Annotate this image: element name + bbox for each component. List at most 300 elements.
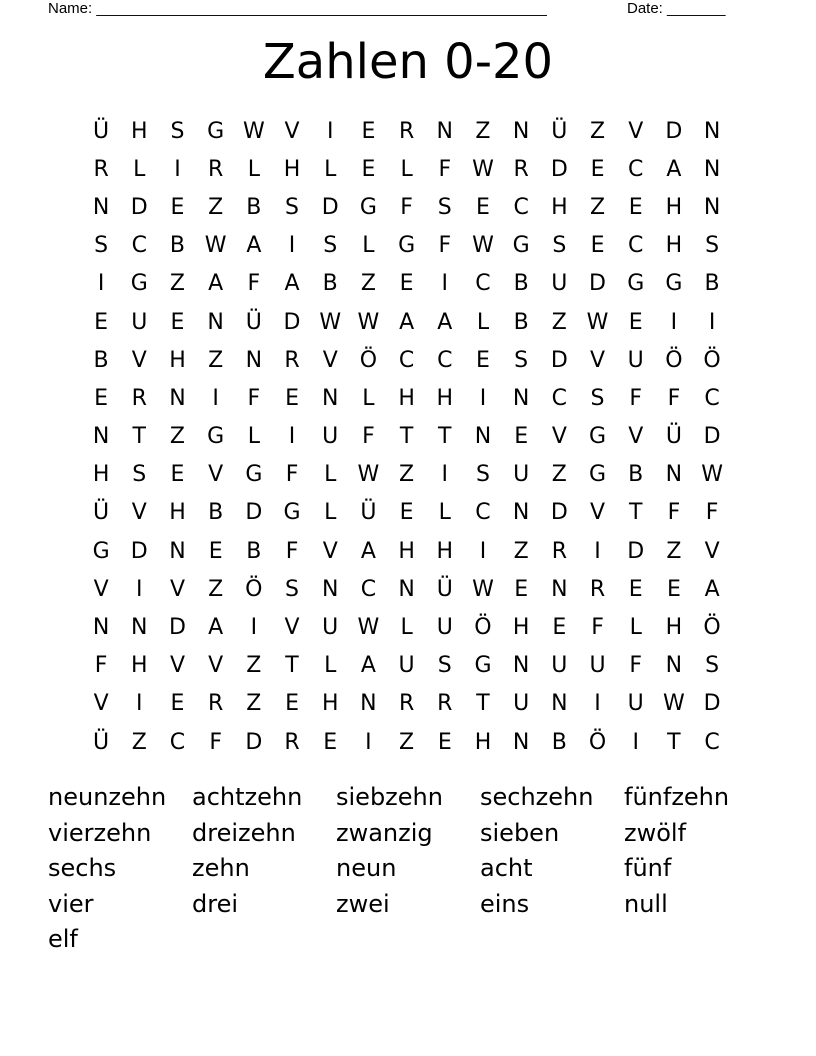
grid-letter[interactable]: G <box>207 424 225 450</box>
grid-letter[interactable]: U <box>131 309 148 335</box>
grid-letter[interactable]: S <box>285 194 300 220</box>
grid-letter[interactable]: L <box>362 385 375 411</box>
grid-letter[interactable]: N <box>321 385 339 411</box>
grid-letter[interactable]: E <box>170 194 185 220</box>
grid-letter[interactable]: N <box>436 118 454 144</box>
grid-letter[interactable]: D <box>168 615 186 641</box>
grid-letter[interactable]: N <box>665 653 683 679</box>
grid-letter[interactable]: T <box>132 424 146 450</box>
grid-letter[interactable]: E <box>94 309 109 335</box>
grid-letter[interactable]: N <box>321 576 339 602</box>
grid-letter[interactable]: G <box>474 653 492 679</box>
page-title: Zahlen 0-20 <box>262 34 554 90</box>
grid-letter[interactable]: F <box>705 500 719 526</box>
grid-letter[interactable]: V <box>628 424 644 450</box>
grid-letter[interactable]: Ü <box>245 309 262 335</box>
grid-letter[interactable]: L <box>438 500 451 526</box>
grid-letter[interactable]: R <box>208 156 224 182</box>
grid-letter[interactable]: L <box>324 653 337 679</box>
grid-letter[interactable]: L <box>400 615 413 641</box>
grid-letter[interactable]: H <box>169 500 186 526</box>
grid-letter[interactable]: N <box>92 615 110 641</box>
grid-letter[interactable]: E <box>514 576 529 602</box>
grid-letter[interactable]: H <box>92 462 110 488</box>
grid-letter[interactable]: S <box>514 347 529 373</box>
grid-letter[interactable]: H <box>436 538 454 564</box>
grid-letter[interactable]: E <box>590 156 605 182</box>
grid-letter[interactable]: C <box>704 385 720 411</box>
grid-letter[interactable]: B <box>628 462 644 488</box>
grid-letter[interactable]: E <box>399 500 414 526</box>
grid-letter[interactable]: W <box>701 462 723 488</box>
grid-letter[interactable]: I <box>365 729 372 755</box>
grid-letter[interactable]: E <box>285 691 299 717</box>
grid-letter[interactable]: V <box>322 538 338 564</box>
grid-letter[interactable]: U <box>551 271 568 297</box>
grid-letter[interactable]: N <box>245 347 263 373</box>
grid-letter[interactable]: E <box>437 729 452 755</box>
grid-letter[interactable]: E <box>208 538 223 564</box>
grid-letter[interactable]: E <box>361 118 376 144</box>
grid-letter[interactable]: Ü <box>93 729 110 755</box>
grid-letter[interactable]: A <box>246 233 262 259</box>
grid-letter[interactable]: D <box>550 500 568 526</box>
grid-letter[interactable]: N <box>207 309 224 335</box>
grid-letter[interactable]: U <box>627 347 644 373</box>
grid-letter[interactable]: Z <box>208 194 224 220</box>
grid-letter[interactable]: R <box>513 156 529 182</box>
grid-letter[interactable]: V <box>628 118 644 144</box>
grid-letter[interactable]: E <box>361 156 376 182</box>
grid-letter[interactable]: T <box>438 424 452 450</box>
grid-letter[interactable]: Z <box>399 729 415 755</box>
grid-letter[interactable]: B <box>322 271 338 297</box>
grid-letter[interactable]: D <box>703 424 721 450</box>
grid-letter[interactable]: T <box>285 653 299 679</box>
grid-letter[interactable]: D <box>627 538 645 564</box>
grid-letter[interactable]: N <box>551 576 568 602</box>
grid-letter[interactable]: W <box>586 309 609 335</box>
grid-letter[interactable]: S <box>705 653 720 679</box>
grid-letter[interactable]: L <box>362 233 375 259</box>
grid-letter[interactable]: S <box>590 385 605 411</box>
grid-letter[interactable]: E <box>399 271 414 297</box>
grid-letter[interactable]: G <box>359 194 377 220</box>
grid-letter[interactable]: Z <box>589 118 606 144</box>
grid-letter[interactable]: V <box>284 118 300 144</box>
grid-letter[interactable]: H <box>398 538 415 564</box>
grid-letter[interactable]: R <box>437 691 453 717</box>
grid-letter[interactable]: F <box>362 424 375 450</box>
grid-letter[interactable]: U <box>627 691 644 717</box>
word-list-item: acht <box>480 854 533 883</box>
grid-letter[interactable]: T <box>667 729 681 755</box>
grid-letter[interactable]: E <box>628 194 643 220</box>
grid-letter[interactable]: N <box>169 385 186 411</box>
grid-letter[interactable]: U <box>322 424 339 450</box>
grid-letter[interactable]: D <box>550 347 568 373</box>
grid-letter[interactable]: V <box>131 347 147 373</box>
grid-letter[interactable]: F <box>400 194 413 220</box>
grid-letter[interactable]: B <box>169 233 186 259</box>
grid-letter[interactable]: F <box>209 729 222 755</box>
grid-letter[interactable]: S <box>132 462 147 488</box>
grid-letter[interactable]: H <box>283 156 301 182</box>
grid-letter[interactable]: V <box>590 347 606 373</box>
grid-letter[interactable]: F <box>629 653 643 679</box>
grid-letter[interactable]: Ö <box>703 347 721 373</box>
grid-letter[interactable]: G <box>589 424 607 450</box>
grid-letter[interactable]: A <box>208 615 224 641</box>
grid-letter[interactable]: R <box>589 576 606 602</box>
grid-letter[interactable]: Z <box>551 309 567 335</box>
grid-letter[interactable]: B <box>246 538 262 564</box>
grid-letter[interactable]: G <box>245 462 263 488</box>
grid-letter[interactable]: L <box>247 156 260 182</box>
grid-letter[interactable]: C <box>131 233 147 259</box>
grid-letter[interactable]: F <box>667 500 681 526</box>
grid-letter[interactable]: I <box>632 729 639 755</box>
grid-letter[interactable]: B <box>246 194 262 220</box>
grid-letter[interactable]: R <box>284 347 300 373</box>
grid-letter[interactable]: R <box>93 156 109 182</box>
grid-letter[interactable]: A <box>666 156 682 182</box>
grid-letter[interactable]: W <box>357 309 380 335</box>
word-list-item: null <box>624 889 668 918</box>
grid-row <box>82 150 742 188</box>
grid-letter[interactable]: N <box>703 194 721 220</box>
grid-letter[interactable]: D <box>130 538 148 564</box>
grid-letter[interactable]: V <box>704 538 720 564</box>
grid-letter[interactable]: I <box>594 538 601 564</box>
grid-letter[interactable]: Ü <box>551 118 568 144</box>
grid-letter[interactable]: B <box>93 347 109 373</box>
grid-letter[interactable]: F <box>247 385 261 411</box>
grid-letter[interactable]: B <box>704 271 720 297</box>
grid-letter[interactable]: Ö <box>665 347 683 373</box>
grid-letter[interactable]: W <box>357 462 380 488</box>
grid-letter[interactable]: Z <box>208 576 224 602</box>
grid-letter[interactable]: D <box>550 156 568 182</box>
grid-letter[interactable]: I <box>708 309 716 335</box>
grid-letter[interactable]: N <box>512 385 530 411</box>
grid-letter[interactable]: Ü <box>93 500 110 526</box>
grid-letter[interactable]: C <box>475 271 491 297</box>
grid-letter[interactable]: N <box>551 691 568 717</box>
grid-letter[interactable]: U <box>589 653 606 679</box>
grid-letter[interactable]: E <box>476 194 490 220</box>
grid-letter[interactable]: E <box>590 233 605 259</box>
grid-letter[interactable]: B <box>208 500 224 526</box>
grid-letter[interactable]: E <box>170 309 185 335</box>
grid-letter[interactable]: V <box>93 576 109 602</box>
grid-letter[interactable]: E <box>666 576 681 602</box>
grid-letter[interactable]: N <box>92 194 110 220</box>
grid-letter[interactable]: N <box>512 653 530 679</box>
grid-letter[interactable]: F <box>247 271 261 297</box>
word-list-item: drei <box>192 889 239 918</box>
grid-letter[interactable]: N <box>169 538 186 564</box>
grid-letter[interactable]: D <box>321 194 339 220</box>
grid-letter[interactable]: R <box>398 691 415 717</box>
grid-letter[interactable]: R <box>284 729 300 755</box>
grid-letter[interactable]: Ü <box>360 500 377 526</box>
grid-letter[interactable]: V <box>131 500 147 526</box>
grid-letter[interactable]: V <box>93 691 109 717</box>
grid-letter[interactable]: B <box>513 271 529 297</box>
grid-letter[interactable]: H <box>665 615 683 641</box>
grid-letter[interactable]: G <box>207 118 225 144</box>
grid-letter[interactable]: T <box>476 691 490 717</box>
grid-letter[interactable]: Ü <box>436 576 453 602</box>
grid-letter[interactable]: U <box>322 615 339 641</box>
grid-letter[interactable]: D <box>665 118 683 144</box>
grid-letter[interactable]: R <box>551 538 567 564</box>
grid-letter[interactable]: U <box>436 615 453 641</box>
grid-letter[interactable]: N <box>512 500 530 526</box>
grid-letter[interactable]: S <box>437 194 452 220</box>
grid-letter[interactable]: N <box>398 576 415 602</box>
grid-letter[interactable]: L <box>133 156 146 182</box>
grid-letter[interactable]: S <box>475 462 490 488</box>
grid-letter[interactable]: V <box>590 500 606 526</box>
grid-letter[interactable]: C <box>398 347 415 373</box>
grid-letter[interactable]: G <box>92 538 110 564</box>
grid-letter[interactable]: I <box>136 576 143 602</box>
grid-letter[interactable]: Ö <box>703 615 721 641</box>
grid-letter[interactable]: E <box>628 309 643 335</box>
grid-letter[interactable]: F <box>438 156 452 182</box>
grid-letter[interactable]: C <box>475 500 491 526</box>
grid-letter[interactable]: W <box>319 309 342 335</box>
grid-letter[interactable]: H <box>436 385 454 411</box>
grid-letter[interactable]: C <box>551 385 568 411</box>
grid-letter[interactable]: G <box>398 233 416 259</box>
grid-letter[interactable]: D <box>245 500 263 526</box>
grid-letter[interactable]: R <box>398 118 415 144</box>
grid-letter[interactable]: G <box>665 271 683 297</box>
grid-letter[interactable]: G <box>512 233 530 259</box>
grid-letter[interactable]: E <box>514 424 529 450</box>
grid-letter[interactable]: S <box>285 576 300 602</box>
grid-letter[interactable]: S <box>170 118 185 144</box>
grid-letter[interactable]: Ö <box>474 615 492 641</box>
grid-letter[interactable]: C <box>704 729 720 755</box>
grid-letter[interactable]: I <box>136 691 143 717</box>
grid-letter[interactable]: S <box>437 653 452 679</box>
grid-letter[interactable]: D <box>130 194 148 220</box>
grid-letter[interactable]: N <box>131 615 148 641</box>
grid-letter[interactable]: F <box>591 615 604 641</box>
grid-letter[interactable]: E <box>476 347 490 373</box>
grid-letter[interactable]: S <box>94 233 109 259</box>
grid-letter[interactable]: W <box>204 233 227 259</box>
grid-letter[interactable]: F <box>285 538 299 564</box>
grid-letter[interactable]: F <box>629 385 643 411</box>
grid-letter[interactable]: C <box>169 729 186 755</box>
grid-letter[interactable]: V <box>208 653 224 679</box>
grid-letter[interactable]: V <box>208 462 224 488</box>
grid-letter[interactable]: N <box>474 424 492 450</box>
grid-letter[interactable]: B <box>551 729 567 755</box>
grid-letter[interactable]: D <box>283 309 301 335</box>
grid-letter[interactable]: Z <box>666 538 682 564</box>
grid-letter[interactable]: U <box>398 653 415 679</box>
grid-letter[interactable]: H <box>665 233 683 259</box>
grid-letter[interactable]: H <box>474 729 492 755</box>
grid-letter[interactable]: Z <box>131 729 147 755</box>
grid-letter[interactable]: H <box>551 194 568 220</box>
grid-letter[interactable]: I <box>326 118 334 144</box>
word-list-item: vierzehn <box>48 818 152 847</box>
grid-letter[interactable]: U <box>551 653 568 679</box>
word-list-item: siebzehn <box>336 783 443 811</box>
grid-letter[interactable]: W <box>472 233 494 259</box>
grid-letter[interactable]: C <box>437 347 453 373</box>
grid-letter[interactable]: L <box>629 615 642 641</box>
grid-letter[interactable]: N <box>512 118 530 144</box>
grid-letter[interactable]: H <box>321 691 339 717</box>
grid-letter[interactable]: I <box>288 424 296 450</box>
grid-letter[interactable]: Z <box>246 653 262 679</box>
grid-letter[interactable]: E <box>94 385 109 411</box>
grid-letter[interactable]: L <box>476 309 490 335</box>
grid-letter[interactable]: A <box>360 538 376 564</box>
grid-letter[interactable]: G <box>627 271 645 297</box>
grid-letter[interactable]: T <box>399 424 414 450</box>
grid-letter[interactable]: V <box>169 653 185 679</box>
grid-letter[interactable]: I <box>670 309 678 335</box>
word-list <box>48 780 768 958</box>
grid-letter[interactable]: Z <box>169 424 185 450</box>
grid-letter[interactable]: E <box>170 691 185 717</box>
grid-letter[interactable]: Z <box>589 194 606 220</box>
grid-letter[interactable]: D <box>703 691 721 717</box>
grid-letter[interactable]: Ü <box>93 118 110 144</box>
grid-letter[interactable]: I <box>288 233 296 259</box>
grid-letter[interactable]: U <box>513 691 530 717</box>
grid-letter[interactable]: C <box>360 576 377 602</box>
grid-letter[interactable]: H <box>169 347 186 373</box>
grid-letter[interactable]: Z <box>551 462 567 488</box>
grid-letter[interactable]: L <box>324 500 337 526</box>
grid-letter[interactable]: T <box>628 500 643 526</box>
grid-letter[interactable]: I <box>441 271 449 297</box>
grid-letter[interactable]: L <box>400 156 413 182</box>
grid-letter[interactable]: N <box>703 118 721 144</box>
grid-letter[interactable]: A <box>437 309 453 335</box>
grid-letter[interactable]: R <box>131 385 147 411</box>
grid-letter[interactable]: I <box>174 156 181 182</box>
grid-letter[interactable]: A <box>284 271 300 297</box>
grid-letter[interactable]: H <box>131 118 148 144</box>
grid-letter[interactable]: Ö <box>588 729 607 755</box>
grid-letter[interactable]: F <box>94 653 108 679</box>
grid-letter[interactable]: R <box>208 691 224 717</box>
grid-letter[interactable]: I <box>594 691 601 717</box>
grid-letter[interactable]: N <box>665 462 683 488</box>
grid-letter[interactable]: E <box>552 615 567 641</box>
grid-letter[interactable]: W <box>357 615 380 641</box>
grid-letter[interactable]: Ö <box>245 576 263 602</box>
grid-letter[interactable]: B <box>513 309 529 335</box>
grid-letter[interactable]: H <box>512 615 530 641</box>
grid-letter[interactable]: Z <box>169 271 185 297</box>
grid-letter[interactable]: H <box>665 194 683 220</box>
grid-letter[interactable]: Z <box>246 691 262 717</box>
grid-letter[interactable]: I <box>212 385 219 411</box>
grid-letter[interactable]: E <box>628 576 643 602</box>
grid-letter[interactable]: S <box>552 233 567 259</box>
grid-letter[interactable]: L <box>324 156 337 182</box>
grid-letter[interactable]: Z <box>208 347 224 373</box>
grid-letter[interactable]: C <box>513 194 529 220</box>
grid-letter[interactable]: A <box>208 271 224 297</box>
grid-row <box>82 647 742 685</box>
grid-letter[interactable]: A <box>399 309 415 335</box>
grid-letter[interactable]: W <box>242 118 265 144</box>
grid-letter[interactable]: I <box>479 538 487 564</box>
grid-letter[interactable]: W <box>472 156 494 182</box>
grid-letter[interactable]: L <box>247 424 260 450</box>
grid-letter[interactable]: Z <box>475 118 491 144</box>
grid-letter[interactable]: W <box>472 576 494 602</box>
grid-letter[interactable]: V <box>551 424 567 450</box>
grid-row <box>82 265 742 303</box>
grid-letter[interactable]: E <box>285 385 299 411</box>
grid-letter[interactable]: V <box>169 576 185 602</box>
grid-letter[interactable]: H <box>131 653 148 679</box>
grid-letter[interactable]: F <box>438 233 452 259</box>
grid-letter[interactable]: I <box>97 271 105 297</box>
grid-letter[interactable]: W <box>663 691 685 717</box>
grid-letter[interactable]: Ü <box>665 424 682 450</box>
grid-letter[interactable]: U <box>513 462 530 488</box>
grid-letter[interactable]: Z <box>399 462 415 488</box>
grid-letter[interactable]: N <box>92 424 110 450</box>
grid-letter[interactable]: V <box>322 347 338 373</box>
grid-letter[interactable]: I <box>250 615 258 641</box>
grid-letter[interactable]: A <box>704 576 720 602</box>
grid-letter[interactable]: H <box>398 385 415 411</box>
grid-letter[interactable]: C <box>628 156 644 182</box>
grid-letter[interactable]: S <box>705 233 720 259</box>
grid-letter[interactable]: N <box>703 156 721 182</box>
grid-letter[interactable]: N <box>360 691 377 717</box>
grid-row <box>82 227 742 265</box>
grid-letter[interactable]: L <box>324 462 337 488</box>
grid-letter[interactable]: C <box>628 233 644 259</box>
grid-letter[interactable]: D <box>245 729 263 755</box>
grid-letter[interactable]: N <box>512 729 530 755</box>
grid-letter[interactable]: V <box>284 615 300 641</box>
grid-letter[interactable]: E <box>323 729 338 755</box>
grid-letter[interactable]: Z <box>513 538 529 564</box>
grid-letter[interactable]: G <box>589 462 607 488</box>
grid-letter[interactable]: I <box>441 462 449 488</box>
grid-letter[interactable]: S <box>323 233 338 259</box>
grid-letter[interactable]: A <box>360 653 376 679</box>
grid-letter[interactable]: F <box>667 385 681 411</box>
grid-letter[interactable]: D <box>589 271 606 297</box>
grid-letter[interactable]: Ö <box>359 347 378 373</box>
grid-letter[interactable]: E <box>170 462 185 488</box>
grid-letter[interactable]: F <box>285 462 299 488</box>
grid-letter[interactable]: Z <box>360 271 376 297</box>
grid-letter[interactable]: G <box>130 271 148 297</box>
grid-letter[interactable]: G <box>283 500 301 526</box>
grid-letter[interactable]: I <box>479 385 487 411</box>
